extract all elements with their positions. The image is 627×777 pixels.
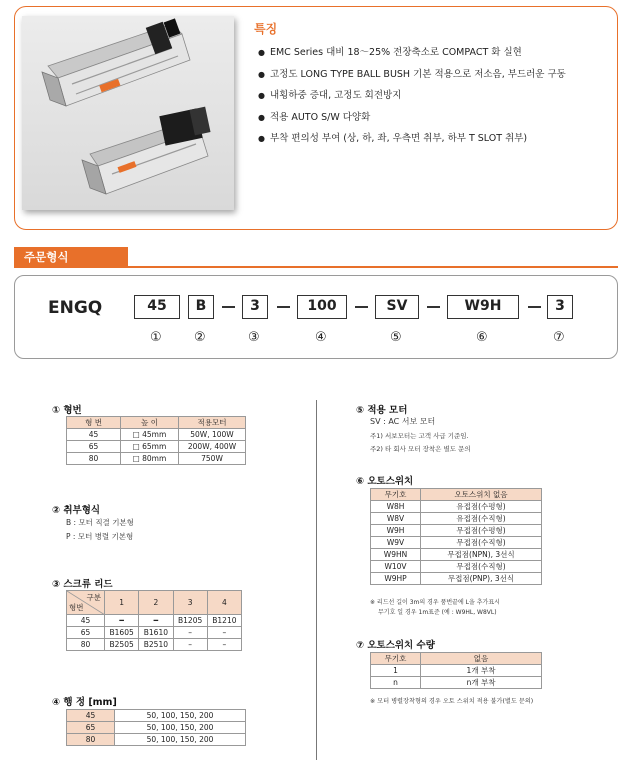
table-cell: 무접점(수직형) bbox=[421, 561, 542, 573]
table-header-row bbox=[67, 591, 242, 615]
table-cell: □ 80mm bbox=[121, 453, 179, 465]
table-cell: 65 bbox=[67, 627, 105, 639]
table-cell: B2510 bbox=[139, 639, 173, 651]
table-cell: W8V bbox=[371, 513, 421, 525]
table-cell: ━ bbox=[105, 615, 139, 627]
table-cell: 80 bbox=[67, 734, 115, 746]
table-header: 적용모터 bbox=[179, 417, 246, 429]
table-cell: ━ bbox=[139, 615, 173, 627]
table-header: 무기호 bbox=[371, 653, 421, 665]
motor-note: 주2) 타 회사 모터 장착은 별도 문의 bbox=[370, 445, 471, 453]
section-model-title: ① 형번 bbox=[52, 405, 82, 416]
table-header-row bbox=[371, 489, 542, 501]
table-row bbox=[67, 734, 246, 746]
motor-note: 주1) 서보모터는 고객 사급 기준임. bbox=[370, 432, 469, 440]
code-number: ⑥ bbox=[476, 330, 488, 345]
table-cell: W9H bbox=[371, 525, 421, 537]
table-cell: – bbox=[173, 627, 207, 639]
code-number: ③ bbox=[248, 330, 260, 345]
table-cell: – bbox=[173, 639, 207, 651]
table-cell: B1605 bbox=[105, 627, 139, 639]
table-row bbox=[371, 501, 542, 513]
feature-item: ● 내횡하중 증대, 고정도 회전방지 bbox=[258, 85, 566, 107]
feature-item: ● EMC Series 대비 18～25% 전장축소로 COMPACT 화 실현 bbox=[258, 42, 566, 64]
features-title: 특징 bbox=[254, 22, 278, 36]
table-row bbox=[371, 561, 542, 573]
table-row bbox=[67, 639, 242, 651]
code-number: ④ bbox=[315, 330, 327, 345]
table-cell: 유접점(수직형) bbox=[421, 513, 542, 525]
table-cell: – bbox=[207, 627, 241, 639]
table-header: 형 번 bbox=[67, 417, 121, 429]
table-cell: W9HP bbox=[371, 573, 421, 585]
table-row bbox=[371, 665, 542, 677]
table-row bbox=[371, 677, 542, 689]
table-header: 2 bbox=[139, 591, 173, 615]
code-screw-lead: 3 bbox=[242, 295, 268, 319]
table-cell: B1210 bbox=[207, 615, 241, 627]
table-cell: 45 bbox=[67, 710, 115, 722]
stroke-table bbox=[66, 709, 246, 746]
table-row bbox=[371, 525, 542, 537]
motor-line: SV : AC 서보 모터 bbox=[370, 417, 436, 426]
table-row bbox=[371, 573, 542, 585]
table-row bbox=[67, 441, 246, 453]
table-cell: 무접점(PNP), 3선식 bbox=[421, 573, 542, 585]
table-row bbox=[67, 627, 242, 639]
corner-bottom-label: 형번 bbox=[69, 603, 84, 612]
switch-qty-table bbox=[370, 652, 542, 689]
order-format-title: 주문형식 bbox=[14, 247, 128, 267]
table-cell: 65 bbox=[67, 722, 115, 734]
column-divider bbox=[316, 400, 317, 760]
mount-line: B : 모터 직결 기본형 bbox=[66, 518, 134, 527]
table-cell: 무접점(NPN), 3선식 bbox=[421, 549, 542, 561]
section-stroke-title: ④ 행 정 [mm] bbox=[52, 697, 117, 708]
code-separator bbox=[355, 306, 368, 308]
table-cell: □ 65mm bbox=[121, 441, 179, 453]
section-switch-qty-title: ⑦ 오토스위치 수량 bbox=[356, 640, 435, 651]
code-number: ⑦ bbox=[553, 330, 565, 345]
code-separator bbox=[427, 306, 440, 308]
table-header-row bbox=[67, 417, 246, 429]
table-header: 1 bbox=[105, 591, 139, 615]
feature-item: ● 적용 AUTO S/W 다양화 bbox=[258, 107, 566, 129]
table-row bbox=[67, 615, 242, 627]
table-cell: 65 bbox=[67, 441, 121, 453]
table-row bbox=[67, 429, 246, 441]
product-photo bbox=[22, 16, 234, 210]
code-model-size: 45 bbox=[134, 295, 180, 319]
section-mount-title: ② 취부형식 bbox=[52, 505, 101, 516]
table-cell: 750W bbox=[179, 453, 246, 465]
table-cell: 50, 100, 150, 200 bbox=[115, 710, 246, 722]
table-cell: 무접점(수평형) bbox=[421, 525, 542, 537]
code-number: ② bbox=[194, 330, 206, 345]
code-motor: SV bbox=[375, 295, 419, 319]
table-cell: 200W, 400W bbox=[179, 441, 246, 453]
mount-line: P : 모터 병렬 기본형 bbox=[66, 532, 134, 541]
table-row bbox=[371, 549, 542, 561]
table-cell: B1205 bbox=[173, 615, 207, 627]
table-cell: B2505 bbox=[105, 639, 139, 651]
code-stroke: 100 bbox=[297, 295, 347, 319]
auto-switch-table bbox=[370, 488, 542, 585]
table-cell: 45 bbox=[67, 429, 121, 441]
table-header: 없음 bbox=[421, 653, 542, 665]
table-cell: 50W, 100W bbox=[179, 429, 246, 441]
table-row bbox=[371, 513, 542, 525]
code-switch-qty: 3 bbox=[547, 295, 573, 319]
table-row bbox=[371, 537, 542, 549]
code-auto-switch: W9H bbox=[447, 295, 519, 319]
model-table bbox=[66, 416, 246, 465]
table-cell: W8H bbox=[371, 501, 421, 513]
table-cell: 50, 100, 150, 200 bbox=[115, 734, 246, 746]
table-cell: B1610 bbox=[139, 627, 173, 639]
section-switch-title: ⑥ 오토스위치 bbox=[356, 476, 414, 487]
table-header: 오토스위치 없음 bbox=[421, 489, 542, 501]
table-header: 무기호 bbox=[371, 489, 421, 501]
switch-note: ※ 리드선 길이 3m의 경우 품번끝에 L을 추가표시 bbox=[370, 599, 500, 606]
table-cell: n bbox=[371, 677, 421, 689]
table-header: 높 이 bbox=[121, 417, 179, 429]
actuator-illustration bbox=[22, 16, 234, 210]
table-row bbox=[67, 710, 246, 722]
section-motor-title: ⑤ 적용 모터 bbox=[356, 405, 408, 416]
table-cell: 45 bbox=[67, 615, 105, 627]
switch-qty-note: ※ 모터 병렬장착형의 경우 오토 스위치 적용 불가(별도 문의) bbox=[370, 698, 534, 705]
order-title-rule bbox=[14, 266, 618, 268]
table-cell: 무접점(수직형) bbox=[421, 537, 542, 549]
table-cell: □ 45mm bbox=[121, 429, 179, 441]
corner-top-label: 구분 bbox=[86, 593, 101, 602]
feature-item: ● 고정도 LONG TYPE BALL BUSH 기본 적용으로 저소음, 부드러운 구동 bbox=[258, 64, 566, 86]
table-cell: 1 bbox=[371, 665, 421, 677]
switch-note: 무기호 일 경우 1m표준 (예 : W9HL, W8VL) bbox=[378, 609, 497, 616]
table-header: 4 bbox=[207, 591, 241, 615]
code-separator bbox=[222, 306, 235, 308]
table-cell: n개 부착 bbox=[421, 677, 542, 689]
code-mount-type: B bbox=[188, 295, 214, 319]
table-corner-cell bbox=[67, 591, 105, 615]
feature-item: ● 부착 편의성 부여 (상, 하, 좌, 우측면 취부, 하부 T SLOT 취부) bbox=[258, 128, 566, 150]
screw-lead-table bbox=[66, 590, 242, 651]
table-header: 3 bbox=[173, 591, 207, 615]
section-lead-title: ③ 스크류 리드 bbox=[52, 579, 113, 590]
code-separator bbox=[277, 306, 290, 308]
table-cell: 유접점(수평형) bbox=[421, 501, 542, 513]
code-number: ① bbox=[150, 330, 162, 345]
code-separator bbox=[528, 306, 541, 308]
table-cell: W9HN bbox=[371, 549, 421, 561]
table-cell: 1개 부착 bbox=[421, 665, 542, 677]
table-row bbox=[67, 722, 246, 734]
table-cell: 50, 100, 150, 200 bbox=[115, 722, 246, 734]
table-row bbox=[67, 453, 246, 465]
table-cell: 80 bbox=[67, 639, 105, 651]
features-list bbox=[258, 42, 566, 150]
table-cell: W10V bbox=[371, 561, 421, 573]
table-cell: 80 bbox=[67, 453, 121, 465]
code-number: ⑤ bbox=[390, 330, 402, 345]
table-header-row bbox=[371, 653, 542, 665]
table-cell: W9V bbox=[371, 537, 421, 549]
table-cell: – bbox=[207, 639, 241, 651]
model-name: ENGQ bbox=[48, 298, 103, 318]
